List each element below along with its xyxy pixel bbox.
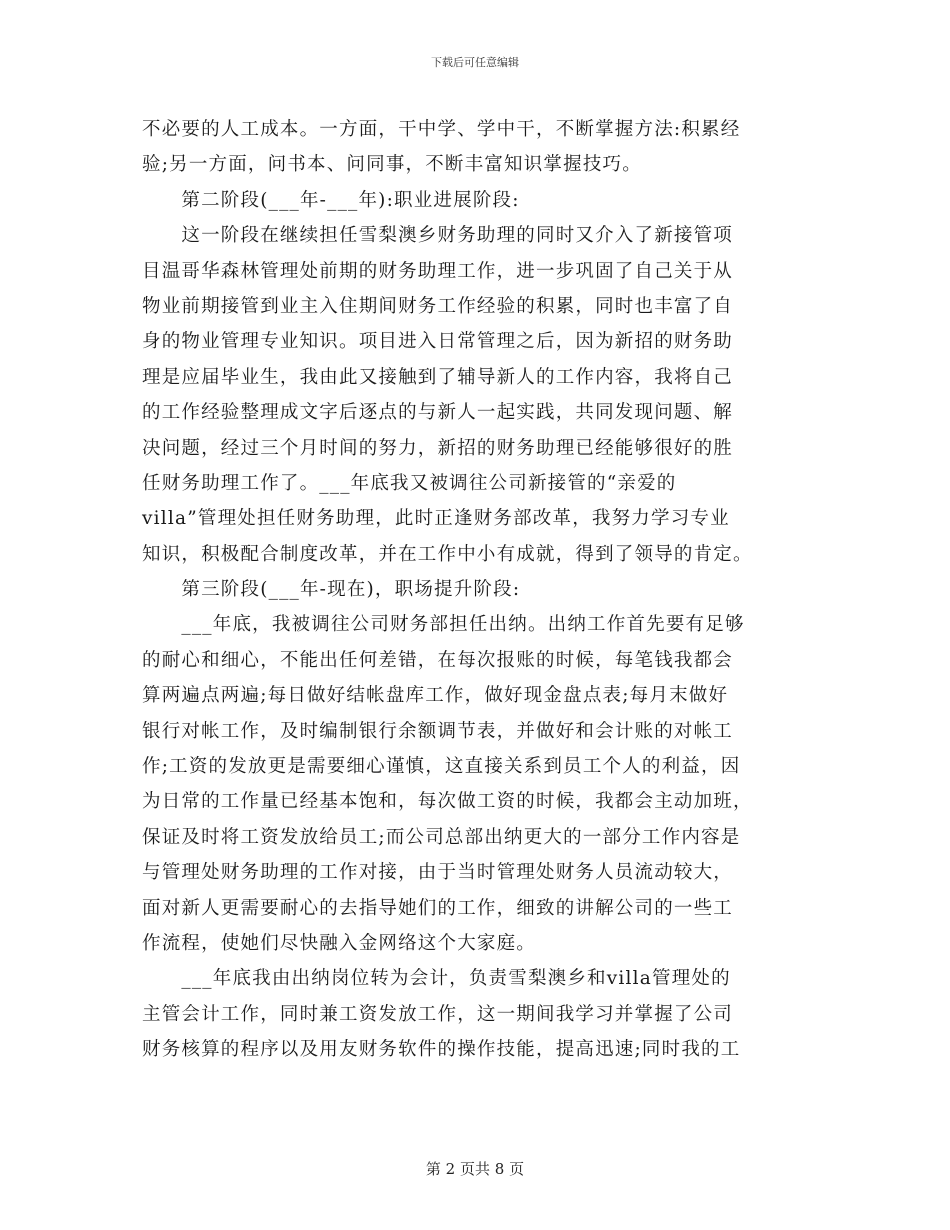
document-body xyxy=(142,112,810,1068)
text-line: 的耐心和细心，不能出任何差错，在每次报账的时候，每笔钱我都会 xyxy=(142,649,734,671)
text-line: 保证及时将工资发放给员工;而公司总部出纳更大的一部分工作内容是 xyxy=(142,826,741,848)
text-line: 不必要的人工成本。一方面，干中学、学中干，不断掌握方法:积累经 xyxy=(142,119,741,140)
page-footer: 第 2 页共 8 页 xyxy=(425,1160,525,1178)
text-line: 决问题，经过三个月时间的努力，新招的财务助理已经能够很好的胜 xyxy=(142,437,734,459)
text-line: ___年底我由出纳岗位转为会计，负责雪梨澳乡和villa管理处的 xyxy=(142,968,731,990)
text-line: 为日常的工作量已经基本饱和，每次做工资的时候，我都会主动加班， xyxy=(142,791,753,813)
text-line: 身的物业管理专业知识。项目进入日常管理之后，因为新招的财务助 xyxy=(142,331,734,353)
text-line: 财务核算的程序以及用友财务软件的操作技能，提高迅速;同时我的工 xyxy=(142,1039,741,1061)
text-line: 这一阶段在继续担任雪梨澳乡财务助理的同时又介入了新接管项 xyxy=(142,225,734,247)
text-line: 作;工资的发放更是需要细心谨慎，这直接关系到员工个人的利益，因 xyxy=(142,756,741,778)
text-line: 任财务助理工作了。___年底我又被调往公司新接管的“亲爱的 xyxy=(142,472,677,494)
text-line: ___年底，我被调往公司财务部担任出纳。出纳工作首先要有足够 xyxy=(142,614,745,636)
text-line: 主管会计工作，同时兼工资发放工作，这一期间我学习并掌握了公司 xyxy=(142,1003,734,1025)
text-line: 物业前期接管到业主入住期间财务工作经验的积累，同时也丰富了自 xyxy=(142,295,734,317)
text-line: 的工作经验整理成文字后逐点的与新人一起实践，共同发现问题、解 xyxy=(142,402,734,424)
text-line: 目温哥华森林管理处前期的财务助理工作，进一步巩固了自己关于从 xyxy=(142,260,734,282)
text-line: 银行对帐工作，及时编制银行余额调节表，并做好和会计账的对帐工 xyxy=(142,720,734,742)
text-line: 与管理处财务助理的工作对接，由于当时管理处财务人员流动较大， xyxy=(142,862,734,884)
text-line: 第二阶段(___年-___年):职业进展阶段: xyxy=(142,189,520,211)
text-line: 验;另一方面，问书本、问同事，不断丰富知识掌握技巧。 xyxy=(142,154,642,176)
text-line: 算两遍点两遍;每日做好结帐盘库工作，做好现金盘点表;每月末做好 xyxy=(142,685,729,707)
text-line: villa”管理处担任财务助理，此时正逢财务部改革，我努力学习专业 xyxy=(142,508,730,530)
page-header: 下载后可任意编辑 xyxy=(431,56,519,69)
text-line: 面对新人更需要耐心的去指导她们的工作，细致的讲解公司的一些工 xyxy=(142,897,734,919)
text-line: 第三阶段(___年-现在)，职场提升阶段: xyxy=(142,579,521,601)
text-line: 理是应届毕业生，我由此又接触到了辅导新人的工作内容，我将自己 xyxy=(142,366,734,388)
text-line: 作流程，使她们尽快融入金网络这个大家庭。 xyxy=(142,932,537,954)
text-line: 知识，积极配合制度改革，并在工作中小有成就，得到了领导的肯定。 xyxy=(142,543,753,565)
